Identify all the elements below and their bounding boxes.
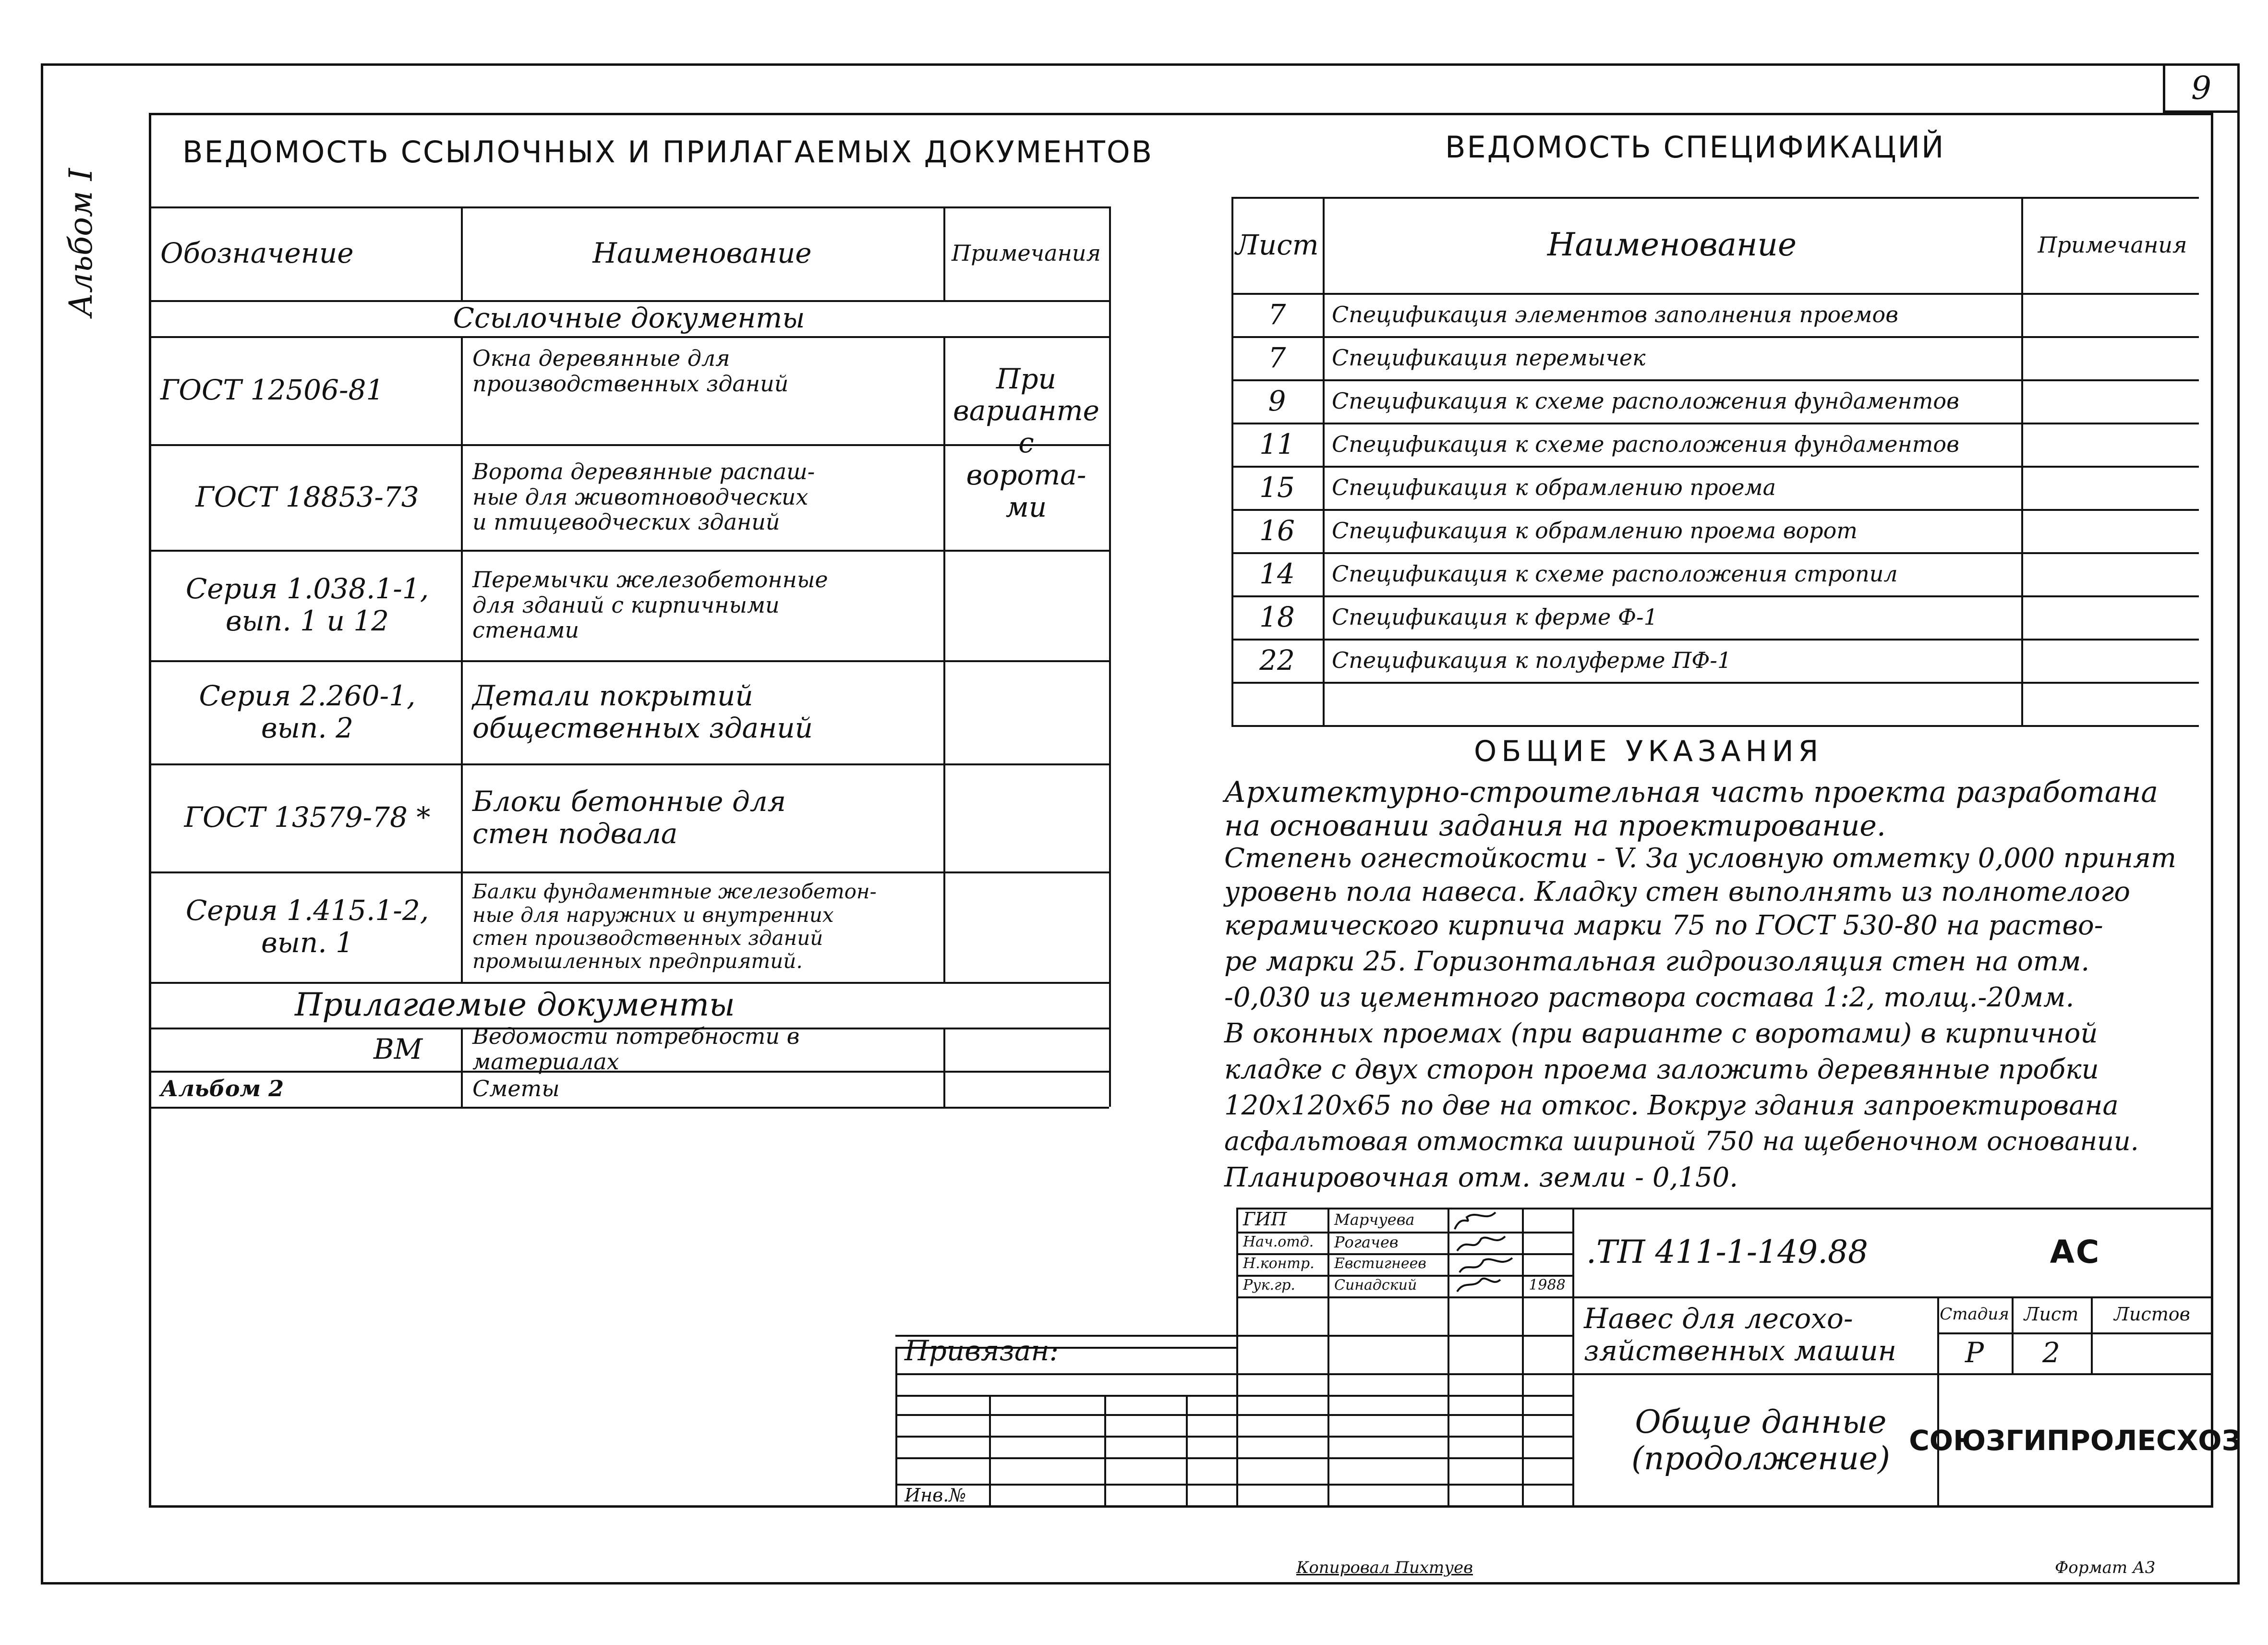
section-attached-docs: Прилагаемые документы xyxy=(295,986,735,1023)
col-stage: Стадия xyxy=(1940,1304,2009,1324)
right-title: ВЕДОМОСТЬ СПЕЦИФИКАЦИЙ xyxy=(1445,130,1945,165)
row-name: Балки фундаментные железобетон- ные для наружних и внутренних стен производственных зданий промышленных предприятий. xyxy=(472,880,877,973)
general-note-line: Архитектурно-строительная часть проекта разработана xyxy=(1224,775,2158,809)
general-note-line: на основании задания на проектирование. xyxy=(1224,809,1886,843)
spec-sheet: 16 xyxy=(1259,514,1295,547)
general-note-line: ре марки 25. Горизонтальная гидроизоляция стен на отм. xyxy=(1224,946,2090,977)
row-code: ГОСТ 12506-81 xyxy=(160,374,384,407)
header-name: Наименование xyxy=(592,237,812,270)
inventory-label: Инв.№ xyxy=(905,1485,966,1506)
section-reference-docs: Ссылочные документы xyxy=(453,302,805,335)
row-name: Ворота деревянные распаш- ные для животноводческих и птицеводческих зданий xyxy=(472,458,815,535)
spec-sheet: 7 xyxy=(1268,341,1286,374)
doc-code: .ТП 411-1-149.88 xyxy=(1586,1233,1869,1270)
col-sheets: Листов xyxy=(2114,1303,2190,1325)
sheet-title: Общие данные (продолжение) xyxy=(1631,1403,1890,1477)
attached-label: Привязан: xyxy=(905,1334,1059,1367)
stamp-name: Синадский xyxy=(1334,1277,1417,1294)
organization: СОЮЗГИПРОЛЕСХОЗ xyxy=(1909,1424,2242,1457)
general-note-line: кладке с двух сторон проема заложить деревянные пробки xyxy=(1224,1054,2099,1085)
object-name: Навес для лесохо- зяйственных машин xyxy=(1584,1302,1896,1367)
header-designation: Обозначение xyxy=(160,237,354,270)
spec-name: Спецификация к схеме расположения фундаментов xyxy=(1332,431,1959,457)
spec-name: Спецификация элементов заполнения проемов xyxy=(1332,301,1898,327)
stamp-role: ГИП xyxy=(1243,1209,1287,1230)
copied-by: Копировал Пихтуев xyxy=(1296,1558,1473,1577)
doc-mark: АС xyxy=(2050,1233,2101,1270)
spec-header-sheet: Лист xyxy=(1235,228,1319,261)
general-notes-title: ОБЩИЕ УКАЗАНИЯ xyxy=(1474,735,1823,768)
row-name: Детали покрытий общественных зданий xyxy=(472,679,813,744)
spec-name: Спецификация к обрамлению проема xyxy=(1332,474,1776,500)
row-code: ГОСТ 18853-73 xyxy=(195,480,419,513)
attached-name: Сметы xyxy=(472,1076,560,1102)
spec-name: Спецификация к полуферме ПФ-1 xyxy=(1332,647,1732,673)
spec-sheet: 9 xyxy=(1268,384,1286,417)
spec-sheet: 15 xyxy=(1259,471,1295,504)
attached-name: Ведомости потребности в материалах xyxy=(472,1023,800,1075)
row-code: Серия 1.415.1-2, вып. 1 xyxy=(185,894,429,959)
spec-sheet: 11 xyxy=(1259,427,1295,460)
general-note-line: -0,030 из цементного раствора состава 1:2, толщ.-20мм. xyxy=(1224,982,2075,1013)
sheet-value: 2 xyxy=(2042,1336,2060,1369)
spec-sheet: 14 xyxy=(1259,557,1295,590)
spec-header-notes: Примечания xyxy=(2038,231,2187,258)
stamp-role: Нач.отд. xyxy=(1243,1234,1314,1251)
spec-name: Спецификация к ферме Ф-1 xyxy=(1332,604,1658,630)
spec-sheet: 22 xyxy=(1259,643,1295,677)
stage-value: Р xyxy=(1965,1336,1984,1369)
note-with-gates: При варианте с ворота- ми xyxy=(953,362,1099,523)
stamp-name: Евстигнеев xyxy=(1334,1255,1426,1272)
row-code: Серия 2.260-1, вып. 2 xyxy=(199,679,416,744)
spec-name: Спецификация к схеме расположения фундаментов xyxy=(1332,387,1959,414)
stamp-year: 1988 xyxy=(1529,1277,1566,1294)
stamp-role: Рук.гр. xyxy=(1243,1277,1295,1294)
stamp-name: Рогачев xyxy=(1334,1233,1399,1252)
general-note-line: керамического кирпича марки 75 по ГОСТ 530-80 на раство- xyxy=(1224,910,2103,941)
spec-name: Спецификация перемычек xyxy=(1332,344,1646,371)
general-note-line: Степень огнестойкости - V. За условную отметку 0,000 принят xyxy=(1224,843,2176,874)
row-code: Серия 1.038.1-1, вып. 1 и 12 xyxy=(185,572,429,637)
left-title: ВЕДОМОСТЬ ССЫЛОЧНЫХ И ПРИЛАГАЕМЫХ ДОКУМЕНТОВ xyxy=(182,134,1154,169)
spec-name: Спецификация к обрамлению проема ворот xyxy=(1332,517,1858,544)
general-note-line: 120х120х65 по две на откос. Вокруг здания запроектирована xyxy=(1224,1090,2119,1121)
row-name: Перемычки железобетонные для зданий с кирпичными стенами xyxy=(472,566,828,643)
spec-sheet: 18 xyxy=(1259,600,1295,633)
sheet-number: 9 xyxy=(2191,69,2211,107)
row-name: Окна деревянные для производственных зданий xyxy=(472,345,789,397)
format-label: Формат А3 xyxy=(2055,1558,2156,1577)
header-notes: Примечания xyxy=(952,240,1101,266)
general-note-line: Планировочная отм. земли - 0,150. xyxy=(1224,1162,1738,1193)
spec-sheet: 7 xyxy=(1268,298,1286,331)
general-note-line: асфальтовая отмостка шириной 750 на щебеночном основании. xyxy=(1224,1126,2139,1156)
row-name: Блоки бетонные для стен подвала xyxy=(472,785,786,850)
spec-name: Спецификация к схеме расположения стропил xyxy=(1332,560,1898,587)
signatures-graphic xyxy=(1448,1208,1524,1296)
spec-header-name: Наименование xyxy=(1547,226,1797,264)
stamp-role: Н.контр. xyxy=(1243,1255,1315,1272)
general-note-line: В оконных проемах (при варианте с воротами) в кирпичной xyxy=(1224,1018,2098,1049)
col-sheet: Лист xyxy=(2024,1303,2079,1325)
row-code: ГОСТ 13579-78 * xyxy=(184,801,431,834)
attached-code: ВМ xyxy=(373,1032,422,1065)
general-note-line: уровень пола навеса. Кладку стен выполнять из полнотелого xyxy=(1224,876,2130,907)
stamp-name: Марчуева xyxy=(1334,1210,1415,1229)
attached-code: Альбом 2 xyxy=(160,1076,284,1102)
album-label: Альбом I xyxy=(62,168,99,317)
